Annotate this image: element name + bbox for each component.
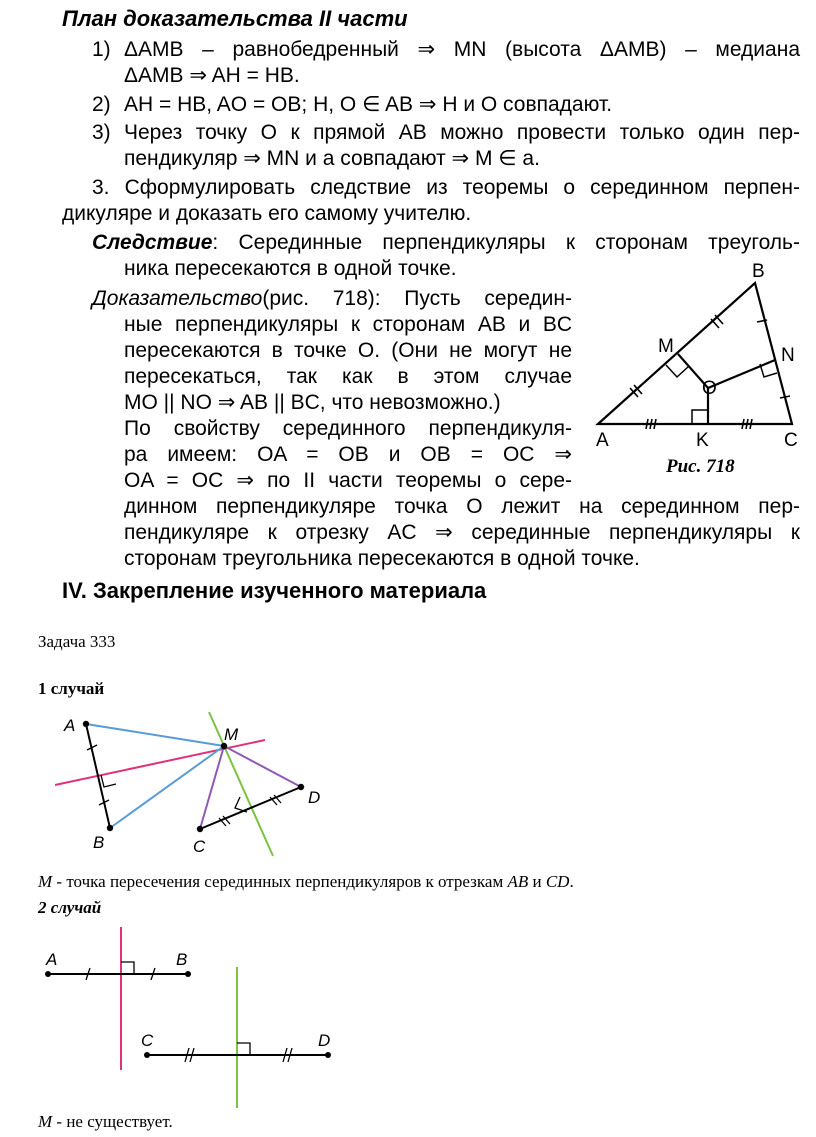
- step-3-number: 3): [92, 121, 111, 144]
- case-1-heading: 1 случай: [38, 679, 105, 698]
- case-1-points: [83, 721, 304, 832]
- segment-cd: [200, 787, 301, 829]
- case-2-label-d: D: [318, 1031, 331, 1050]
- step-3-line-1: Через точку O к прямой AB можно провести только один пер-: [124, 121, 800, 144]
- proof-line-10: пендикуляре к отрезку AC ⇒ серединные перпендикуляры к: [124, 521, 800, 544]
- task-3-line-2: дикуляре и доказать его самому учителю.: [62, 202, 472, 225]
- case-1-conclusion-and: и: [528, 872, 546, 891]
- fig718-label-a: A: [596, 430, 609, 451]
- proof-line-2: ные перпендикуляры к сторонам AB и BC: [124, 313, 572, 336]
- fig718-label-b: B: [752, 261, 765, 282]
- fig718-label-k: K: [696, 430, 709, 451]
- task-title: Задача 333: [38, 632, 116, 651]
- right-angle-k: [692, 410, 708, 424]
- corollary-text-1: : Серединные перпендикуляры к сторонам треуголь-: [212, 231, 800, 254]
- case-2-conclusion: [38, 1112, 173, 1132]
- case-2-conclusion-m: M: [38, 1112, 53, 1131]
- tick-marks: [630, 315, 790, 429]
- step-1-line-1: ΔAMB – равнобедренный ⇒ MN (высота ΔAMB) – медиана: [124, 38, 800, 61]
- step-1-line-2: ΔAMB ⇒ AH = HB.: [124, 64, 300, 87]
- plan-title: План доказательства II части: [62, 6, 408, 31]
- right-angle-m: [666, 365, 689, 377]
- figure-718: [580, 258, 810, 483]
- proof-line-4: пересекаться, так как в этом случае: [124, 365, 572, 388]
- case-2-figure: [40, 922, 340, 1112]
- proof-line-3: пересекаются в точке O. (Они не могут не: [124, 339, 572, 362]
- case-2-label-b: B: [176, 950, 188, 969]
- proof-line-6: По свойству серединного перпендикуля-: [124, 417, 572, 440]
- case-1-label-a: A: [64, 716, 76, 735]
- step-2-line-1: AH = HB, AO = OB; H, O ∈ AB ⇒ H и O совпадают.: [124, 93, 613, 116]
- step-2-number: 2): [92, 93, 111, 116]
- case-1-label-d: D: [308, 788, 321, 807]
- segment-md: [224, 746, 301, 787]
- proof-line-5: MO || NO ⇒ AB || BC, что невозможно.): [124, 391, 501, 414]
- case-1-conclusion-ab: AB: [507, 872, 529, 891]
- proof-line-1: [92, 286, 572, 311]
- case-1-conclusion-dot: .: [569, 872, 574, 891]
- case-1-conclusion-cd: CD: [545, 872, 570, 891]
- section-4-heading: IV. Закрепление изученного материала: [62, 578, 487, 603]
- step-1-number: 1): [92, 38, 111, 61]
- case-1-conclusion-m: M: [38, 872, 53, 891]
- proof-text-1: (рис. 718): Пусть середин-: [262, 287, 572, 310]
- corollary-label: Следствие: [92, 231, 213, 254]
- case-1-conclusion-text: - точка пересечения серединных перпендикуляров к отрезкам: [52, 872, 508, 891]
- case-1-label-m: M: [224, 725, 239, 744]
- case-1-label-b: B: [93, 833, 105, 852]
- fig718-caption: Рис. 718: [666, 456, 735, 477]
- case-2-marks: [86, 962, 292, 1062]
- case-2-label-a: A: [46, 950, 58, 969]
- case-2-label-c: C: [141, 1031, 154, 1050]
- fig718-label-m: M: [658, 336, 674, 357]
- proof-line-8: OA = OC ⇒ по II части теоремы о сере-: [124, 469, 572, 492]
- proof-line-7: ра имеем: OA = OB и OB = OC ⇒: [124, 443, 572, 466]
- fig718-label-c: C: [784, 430, 798, 451]
- step-3-line-2: пендикуляр ⇒ MN и a совпадают ⇒ M ∈ a.: [124, 147, 540, 170]
- fig718-label-o: O: [702, 378, 717, 399]
- corollary-line-1: [92, 230, 800, 255]
- segment-ma: [86, 724, 224, 746]
- case-2-conclusion-text: - не существует.: [52, 1112, 173, 1131]
- segment-mb: [110, 746, 224, 828]
- case-2-heading: 2 случай: [38, 898, 102, 917]
- proof-label: Доказательство: [92, 287, 263, 310]
- case-2-points: [45, 971, 331, 1058]
- proof-line-9: динном перпендикуляре точка O лежит на серединном пер-: [124, 495, 800, 518]
- proof-line-11: сторонам треугольника пересекаются в одной точке.: [124, 547, 640, 570]
- segment-mc: [200, 746, 224, 829]
- fig718-label-n: N: [781, 345, 795, 366]
- bisector-cd-line: [209, 712, 273, 856]
- case-1-conclusion: [38, 872, 574, 892]
- triangle-abc: [598, 283, 792, 424]
- bisector-ab-line: [55, 740, 265, 785]
- task-3-line-1: 3. Сформулировать следствие из теоремы о серединном перпен-: [92, 176, 800, 199]
- perpendicular-bisectors: [678, 354, 775, 388]
- case-1-figure: [40, 703, 340, 863]
- case-1-label-c: C: [193, 837, 206, 856]
- corollary-line-2: ника пересекаются в одной точке.: [124, 257, 457, 280]
- segment-ab: [86, 724, 110, 828]
